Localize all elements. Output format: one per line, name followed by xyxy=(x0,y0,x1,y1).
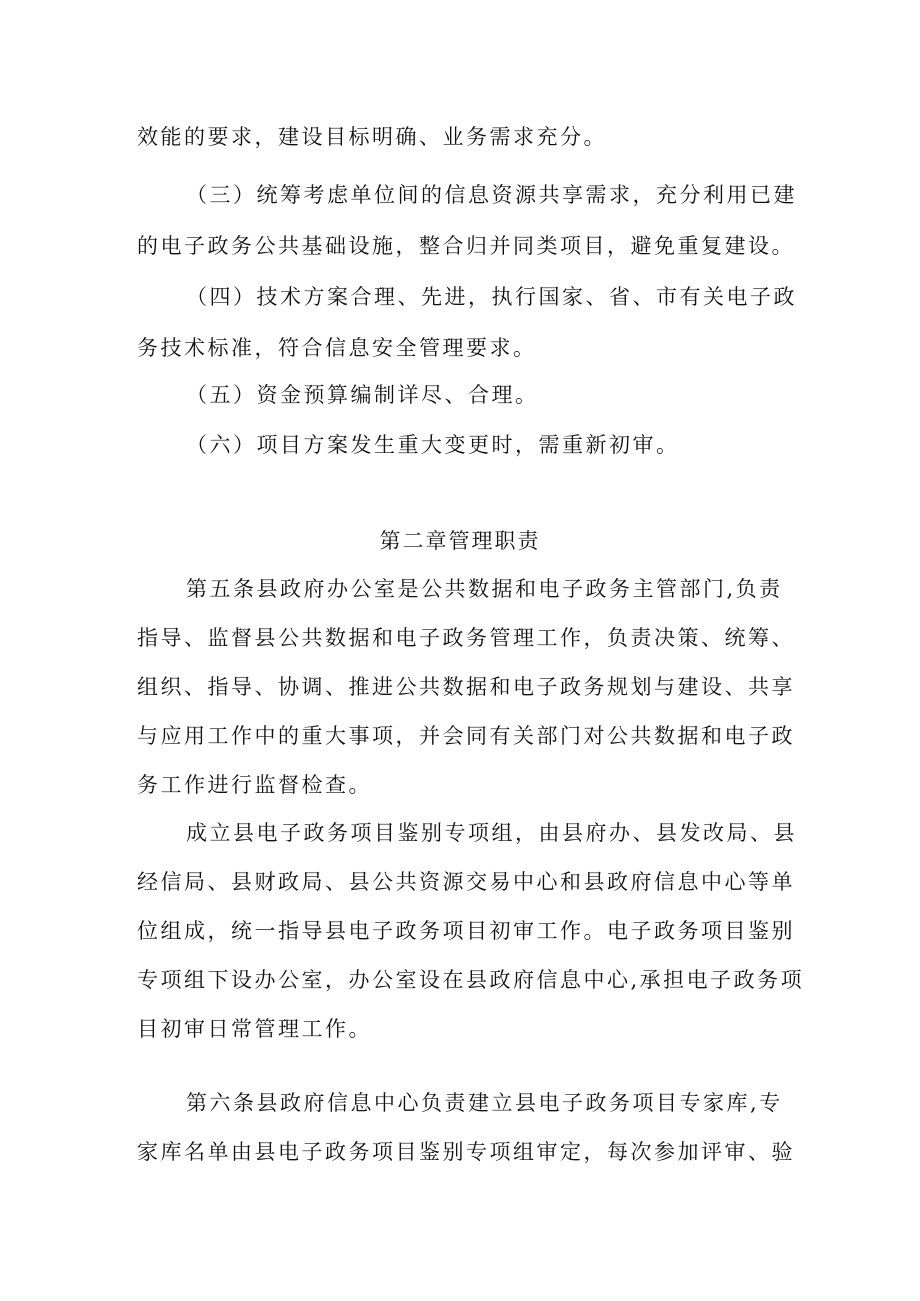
text-line: 第六条县政府信息中心负责建立县电子政务项目专家库,专 xyxy=(186,1091,783,1115)
text-line: 组织、指导、协调、推进公共数据和电子政务规划与建设、共享 xyxy=(137,675,795,699)
text-line: （三）统筹考虑单位间的信息资源共享需求，充分利用已建 xyxy=(186,183,797,207)
text-line: （六）项目方案发生重大变更时，需重新初审。 xyxy=(186,433,680,457)
text-line: 成立县电子政务项目鉴别专项组，由县府办、县发改局、县 xyxy=(186,821,797,845)
text-line: 务技术标准，符合信息安全管理要求。 xyxy=(137,336,537,360)
text-line: （五）资金预算编制详尽、合理。 xyxy=(186,383,539,407)
text-line: 效能的要求，建设目标明确、业务需求充分。 xyxy=(137,125,607,149)
text-line: 家库名单由县电子政务项目鉴别专项组审定，每次参加评审、验 xyxy=(137,1140,795,1164)
text-line: 经信局、县财政局、县公共资源交易中心和县政府信息中心等单 xyxy=(137,870,795,894)
text-line: 目初审日常管理工作。 xyxy=(137,1017,372,1041)
text-line: 的电子政务公共基础设施，整合归并同类项目，避免重复建设。 xyxy=(137,234,795,258)
text-line: 专项组下设办公室，办公室设在县政府信息中心,承担电子政务项 xyxy=(137,968,805,992)
text-line: 第五条县政府办公室是公共数据和电子政务主管部门,负责 xyxy=(186,577,783,601)
chapter-heading: 第二章管理职责 xyxy=(379,529,541,553)
text-line: 位组成，统一指导县电子政务项目初审工作。电子政务项目鉴别 xyxy=(137,919,795,943)
text-line: 务工作进行监督检查。 xyxy=(137,773,372,797)
text-line: 与应用工作中的重大事项，并会同有关部门对公共数据和电子政 xyxy=(137,724,795,748)
text-line: （四）技术方案合理、先进，执行国家、省、市有关电子政 xyxy=(186,285,797,309)
text-line: 指导、监督县公共数据和电子政务管理工作，负责决策、统筹、 xyxy=(137,626,795,650)
